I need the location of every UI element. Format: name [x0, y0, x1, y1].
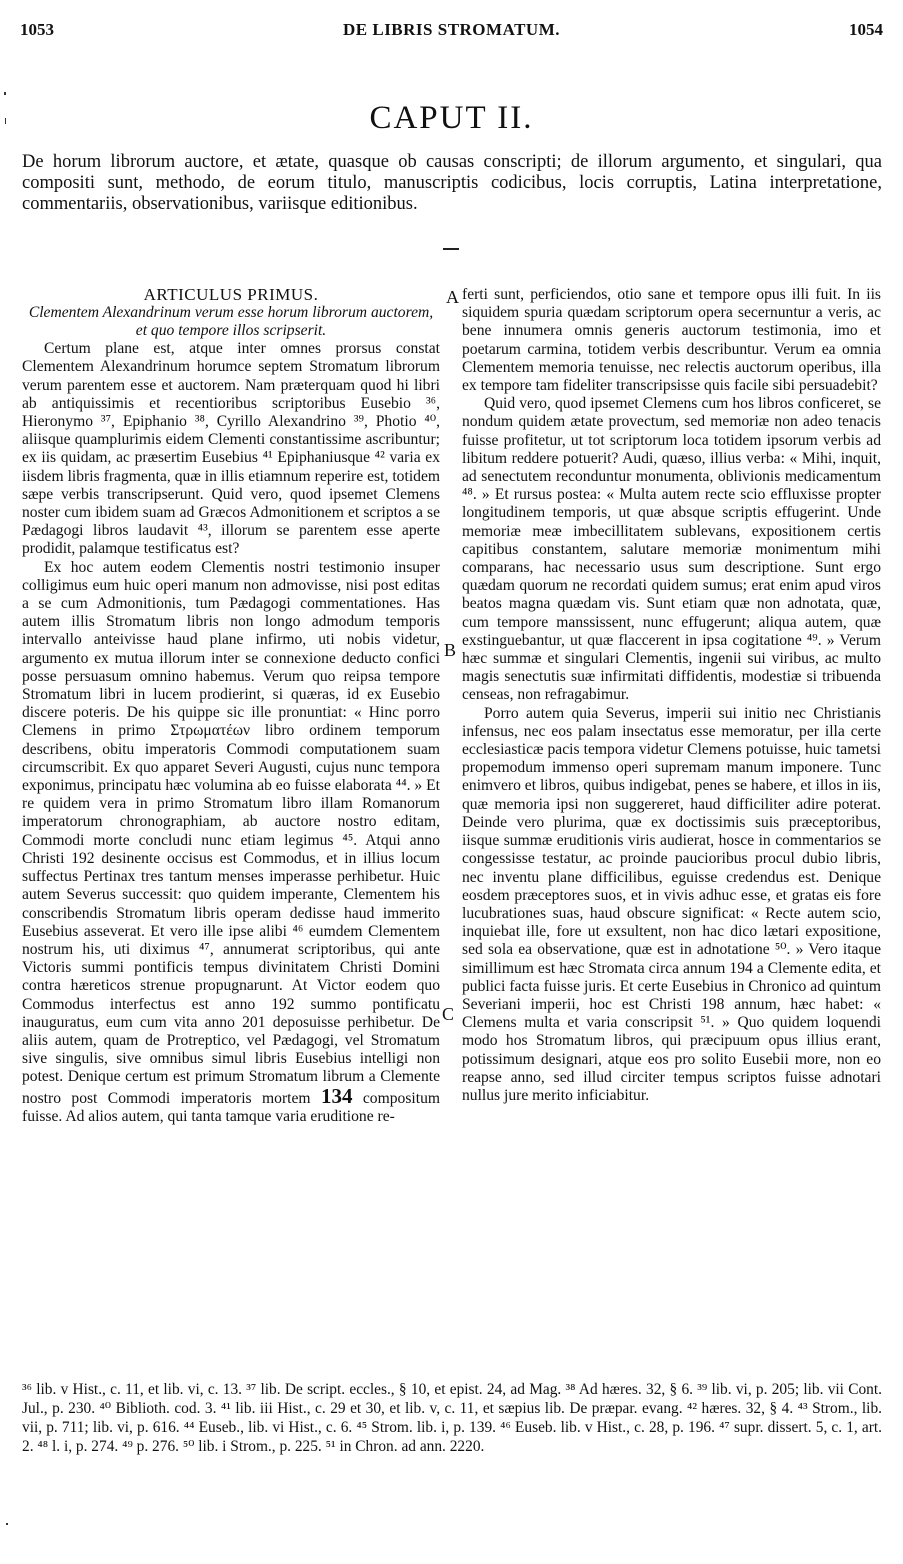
right-paragraph-2: Porro autem quia Severus, imperii sui initio nec Christianis infensus, nec eos palam insectatus esse memoratur, per illa certe ecclesiasticæ pacis tempora videtur Clemens potuisse, huic tametsi propemodum immenso operi supremam manum imponere. Tunc enimvero et libros, quibus indigebat, penes se habere, et illos in iis, quæ memoria ipsi non suggereret, haud difficiliter adire poterat. Deinde vero plurima, quæ ex doctissimis suis præceptoribus, iisque summæ eruditionis viris audierat, hosce in commentarios se congessisse testatur, ac proinde paucioribus procul dubio libris, nec inventu plane difficilibus, eguisse credendus est. Denique eosdem præceptores suos, et in vivis adhuc esse, et gratas eis fore lucubrationes suas, haud obscure significat: « Recte autem scio, inquiebat ille, fore ut exsultent, non hac dico lætari expositione, sed sola ea observatione, quæ est in adnotatione ⁵⁰. » Vero itaque simillimum est hæc Stromata circa annum 194 a Clemente edita, et publici facta fuisse juris. Et certe Eusebius in Chronico ad quintum Severiani imperii, hoc est Christi 198 annum, hæc habet: « Clemens multa et varia conscripsit ⁵¹. » Quo quidem loquendi modo hos Stromatum libros, qui præcipuum opus illius erant, potissimum designari, atque eos pro solito Eusebii more, non eo reapse anno, sed illud circiter tempus scriptos fuisse adnotari nullus jure merito inficiabitur. — [462, 704, 881, 1104]
left-column — [22, 286, 440, 1126]
left-paragraph-1: Certum plane est, atque inter omnes prorsus constat Clementem Alexandrinum horumce septem Stromatum librorum verum parentem esse et auctorem. Nam præterquam quod hi libri ab antiquissimis et recentioribus scriptoribus Eusebio ³⁶, Hieronymo ³⁷, Epiphanio ³⁸, Cyrillo Alexandrino ³⁹, Photio ⁴⁰, aliisque quamplurimis eidem Clementi constantissime ascribuntur; ex iis quidam, ac præsertim Eusebius ⁴¹ Epiphaniusque ⁴² varia ex iisdem libris fragmenta, quæ in illis etiamnum reperire est, totidem sæpe verbis transcripserunt. Quid vero, quod ipsemet Clemens noster cum ibidem suam ad Græcos Admonitionem et scriptos a se Pædagogi libros laudavit ⁴³, illorum se parentem esse aperte prodidit, palamque testificatus est? — [22, 340, 440, 558]
page-number-left: 1053 — [20, 20, 54, 39]
article-title: ARTICULUS PRIMUS. — [143, 285, 319, 304]
margin-letter-c: C — [442, 1004, 455, 1024]
left-paragraph-2 — [22, 559, 440, 1126]
running-head — [20, 20, 883, 44]
inline-page-number: 134 — [320, 1083, 353, 1108]
right-column — [462, 286, 881, 1105]
footnotes-text: ³⁶ lib. v Hist., c. 11, et lib. vi, c. 13. ³⁷ lib. De script. eccles., § 10, et epist. 24, ad Mag. ³⁸ Ad hæres. 32, § 6. ³⁹ lib. vi, p. 205; lib. vii Cont. Jul., p. 230. ⁴⁰ Biblioth. cod. 3. ⁴¹ lib. iii Hist., c. 29 et 30, et lib. v, c. 11, et sæpius lib. De præpar. evang. ⁴² hæres. 32, § 4. ⁴³ Strom., lib. vii, p. 711; lib. vi, p. 616. ⁴⁴ Euseb., lib. vi Hist., c. 6. ⁴⁵ Strom. lib. i, p. 139. ⁴⁶ Euseb. lib. v Hist., c. 28, p. 196. ⁴⁷ supr. dissert. 5, c. 1, art. 2. ⁴⁸ l. i, p. 274. ⁴⁹ p. 276. ⁵⁰ lib. i Strom., p. 225. ⁵¹ in Chron. ad ann. 2220. — [22, 1381, 882, 1455]
chapter-summary: De horum librorum auctore, et ætate, quasque ob causas conscripti; de illorum argumento, et singulari, qua compositi sunt, methodo, de eorum titulo, manuscriptis codicibus, locis corruptis, Latina interpretatione, commentariis, observationibus, variisque editionibus. — [22, 152, 882, 214]
margin-letter-a: A — [446, 287, 459, 307]
footnotes — [22, 1380, 882, 1456]
scan-speck — [4, 92, 6, 95]
right-paragraph-0: ferti sunt, perficiendos, otio sane et tempore opus illi fuit. In iis siquidem spuria quædam scriptorum opera secernuntur a veris, ac bene innumera omnis generis auctorum testimonia, imo et poetarum carmina, totidem verbis describuntur. Verum ea omnia Clementem memoria tenuisse, nec relectis auctorum operibus, illa ex tempore tam fideliter transcripsisse quis facile sibi persuadebit? — [462, 286, 881, 395]
chapter-heading: CAPUT II. — [369, 100, 534, 136]
margin-letter-b: B — [444, 640, 457, 660]
article-subtitle: Clementem Alexandrinum verum esse horum librorum auctorem, et quo tempore illos scripserit. — [28, 304, 434, 340]
running-title: DE LIBRIS STROMATUM. — [342, 20, 561, 39]
left-paragraph-2-text: Ex hoc autem eodem Clementis nostri testimonio insuper colligimus eum huic operi manum non admovisse, nisi post editas a se cum Admonitionis, tum Pædagogi commentationes. Has autem illis Stromatum libris non longo admodum temporis intervallo anteivisse haud plane infirmo, uti nobis videtur, argumento ex mutua illorum inter se connexione deducto confici posse persuasum omnino habemus. Verum quo reipsa tempore Stromatum libri in lucem prodierint, si quæras, id ex Eusebio discere poteris. De his quippe sic ille pronuntiat: « Hinc porro Clemens in primo Στρωματέων libro ordinem temporum describens, obitu imperatoris Commodi computationem suam circumscribit. Ex quo apparet Severi Augusti, cujus nunc tempora exponimus, principatu hæc volumina ab eo fuisse elaborata ⁴⁴. » Et re quidem vera in primo Stromatum libro illam Romanorum imperatorum chronographiam, ab auctore nostro editam, Commodi morte concludi nunc etiam legimus ⁴⁵. Atqui anno Christi 192 desinente occisus est Commodus, et in illius locum suffectus Pertinax tres tantum menses imperasse perhibetur. Huic autem Severus successit: quo quidem imperante, Clementem his conscribendis Stromatum libris operam dedisse haud immerito Eusebius asseverat. Et vero ille ipse alibi ⁴⁶ eumdem Clementem nostrum his, uti diximus ⁴⁷, annumerat scriptoribus, qui ante Victoris summi pontificis tempus divinitatem Christi Domini contra hæreticos strenue propugnarunt. At Victor eodem quo Commodus interfectus est anno 192 summo pontificatu inauguratus, eum cum vita anno 201 deposuisse perhibetur. De aliis autem, quam de Protreptico, vel Pædagogi, vel Stromatum sive singulis, sive omnibus simul libris Eusebius intelligi non potest. Denique certum est primum Stromatum librum a Clemente nostro post Commodi imperatoris mortem — [22, 558, 440, 1107]
separator-rule — [443, 248, 459, 250]
page-number-right: 1054 — [849, 20, 883, 39]
left-paragraph-2-end: compositum fuisse. Ad alios autem, qui tanta tamque varia eruditione re- — [22, 1089, 440, 1125]
right-paragraph-1: Quid vero, quod ipsemet Clemens cum hos libros conficeret, se nondum quidem ætate provectum, sed memoriæ non adeo tenacis fuisse profitetur, ut tot scriptorum loca totidem ipsorum verbis ad libitum reddere potuerit? Audi, quæso, illius verba: « Mihi, inquit, ad senectutem reconduntur monumenta, oblivionis medicamentum ⁴⁸. » Et rursus postea: « Multa autem recte scio effluxisse propter longitudinem temporis, ut quæ absque scriptis effugerint. Unde memoriæ meæ imbecillitatem sublevans, expositionem certis capitibus constantem, salutare memoriæ monimentum mihi comparans, hac necessario usus sum descriptione. Sunt ergo quædam quorum ne recordati quidem sumus; erat enim apud viros beatos magna quædam vis. Sunt etiam quæ non adnotata, quæ, cum tempore manssissent, nunc effugerunt; aliqua autem, quæ exstinguebantur, ut quæ flaccerent in ipsa cogitatione ⁴⁹. » Verum hæc summæ et singulari Clementis, ingenii sui viribus, ac multo magis senectutis suæ infirmitati diffidentis, modestiæ si tribuenda censeas, non refragabimur. — [462, 395, 881, 704]
scan-speck — [6, 1523, 8, 1525]
